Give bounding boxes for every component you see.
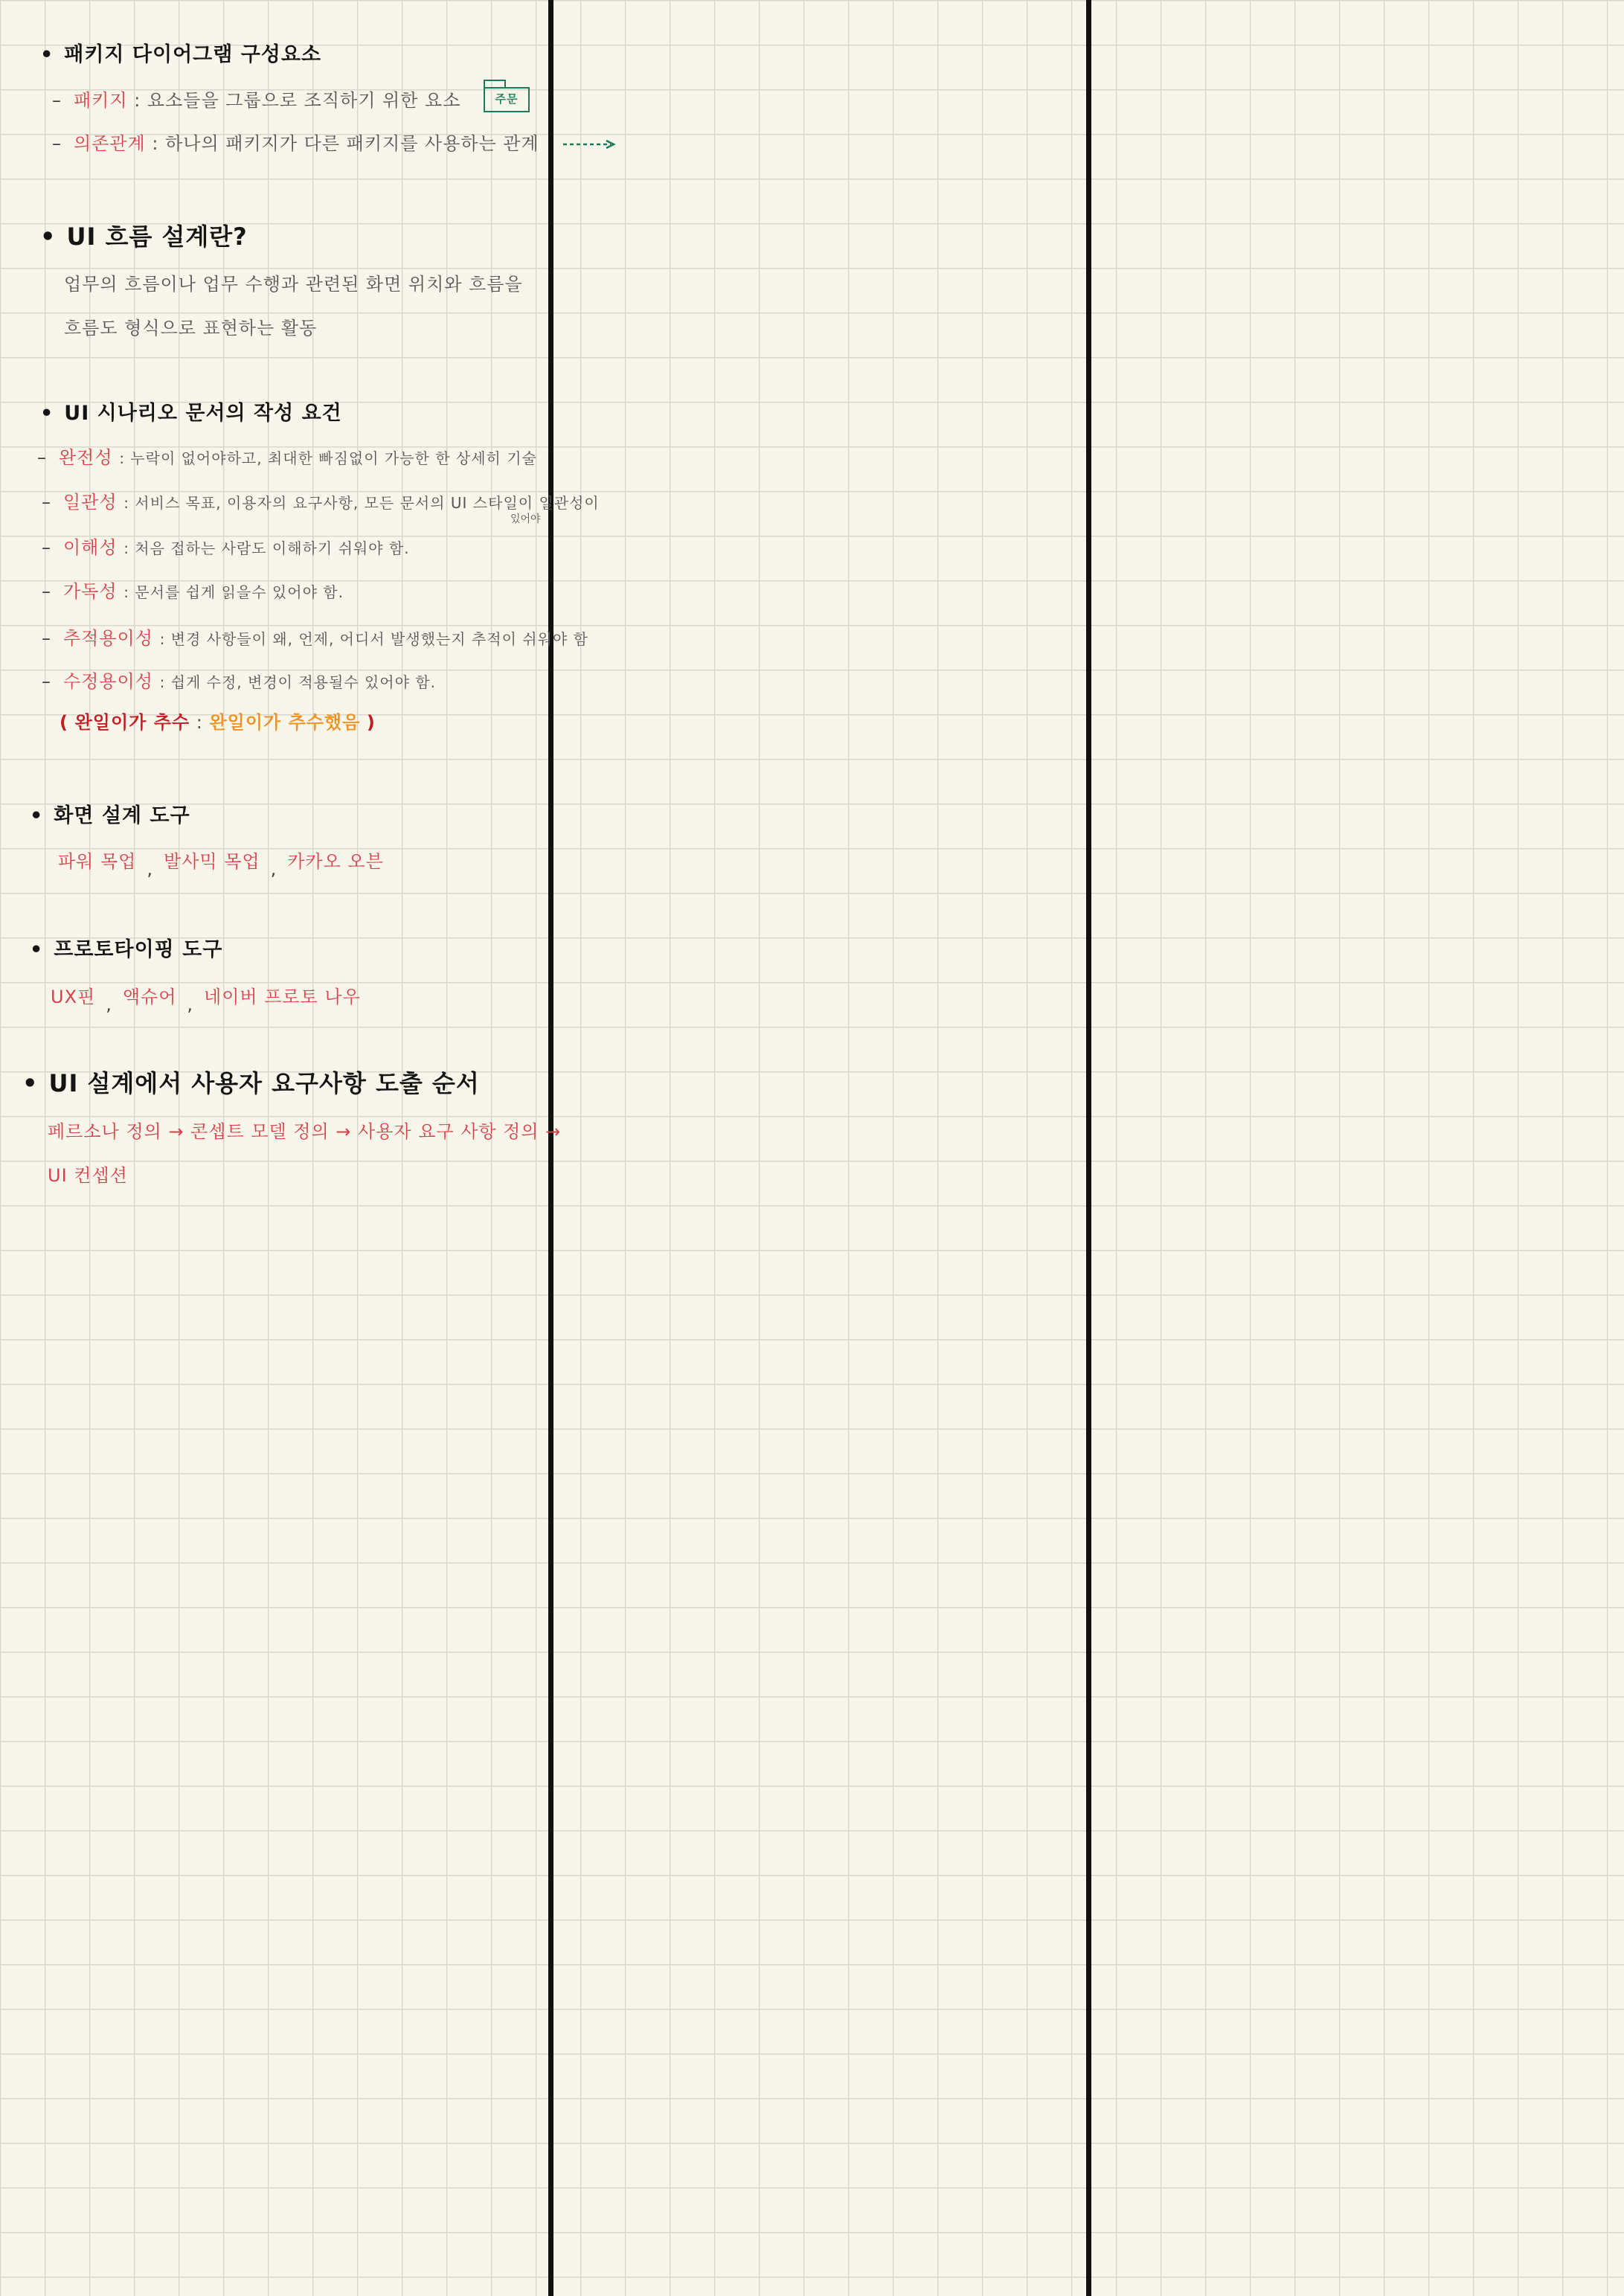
package-diagram-heading: • 패키지 다이어그램 구성요소 bbox=[40, 43, 322, 66]
dependency-item: – 의존관계 : 하나의 패키지가 다른 패키지를 사용하는 관계 bbox=[52, 130, 617, 157]
requirements-order-heading: • UI 설계에서 사용자 요구사항 도출 순서 bbox=[22, 1069, 480, 1097]
ui-flow-desc-line1: 업무의 흐름이나 업무 수행과 관련된 화면 위치와 흐름을 bbox=[64, 274, 523, 295]
requirement-modifiability: – 수정용이성 : 쉽게 수정, 변경이 적용될수 있어야 함. bbox=[42, 671, 436, 692]
package-folder-icon: 주문 bbox=[484, 87, 530, 112]
requirement-understandability: – 이해성 : 처음 접하는 사람도 이해하기 쉬워야 함. bbox=[42, 537, 410, 558]
requirement-traceability: – 추적용이성 : 변경 사항들이 왜, 언제, 어디서 발생했는지 추적이 쉬워야 함 bbox=[42, 628, 588, 649]
dashed-arrow-icon bbox=[562, 139, 617, 150]
prototyping-tools-heading: • 프로토타이핑 도구 bbox=[30, 938, 223, 961]
requirements-order-line2: UI 컨셉션 bbox=[48, 1165, 128, 1186]
package-item: – 패키지 : 요소들을 그룹으로 조직하기 위한 요소 주문 bbox=[52, 87, 530, 114]
ui-flow-heading: • UI 흐름 설계란? bbox=[40, 222, 248, 251]
screen-tools-list: 파워 목업 , 발사믹 목업 , 카카오 오븐 bbox=[58, 851, 384, 879]
requirement-consistency: – 일관성 : 서비스 목표, 이용자의 요구사항, 모든 문서의 UI 스타일이 일관성이 bbox=[42, 492, 600, 513]
prototyping-tools-list: UX핀 , 액슈어 , 네이버 프로토 나우 bbox=[51, 987, 361, 1015]
requirement-completeness: – 완전성 : 누락이 없어야하고, 최대한 빠짐없이 가능한 한 상세히 기술 bbox=[37, 447, 537, 468]
page-divider-right bbox=[1086, 0, 1091, 2296]
ui-scenario-heading: • UI 시나리오 문서의 작성 요건 bbox=[40, 402, 342, 425]
ui-flow-desc-line2: 흐름도 형식으로 표현하는 활동 bbox=[64, 318, 318, 339]
screen-tools-heading: • 화면 설계 도구 bbox=[30, 804, 190, 827]
requirement-readability: – 가독성 : 문서를 쉽게 읽을수 있어야 함. bbox=[42, 581, 344, 602]
page-divider-left bbox=[548, 0, 553, 2296]
requirements-order-line1: 페르소나 정의 → 콘셉트 모델 정의 → 사용자 요구 사항 정의 → bbox=[48, 1121, 562, 1142]
consistency-tail-note: 있어야 bbox=[510, 513, 541, 525]
mnemonic-note: ( 완일이가 추수 : 완일이가 추수했음 ) bbox=[60, 712, 376, 733]
